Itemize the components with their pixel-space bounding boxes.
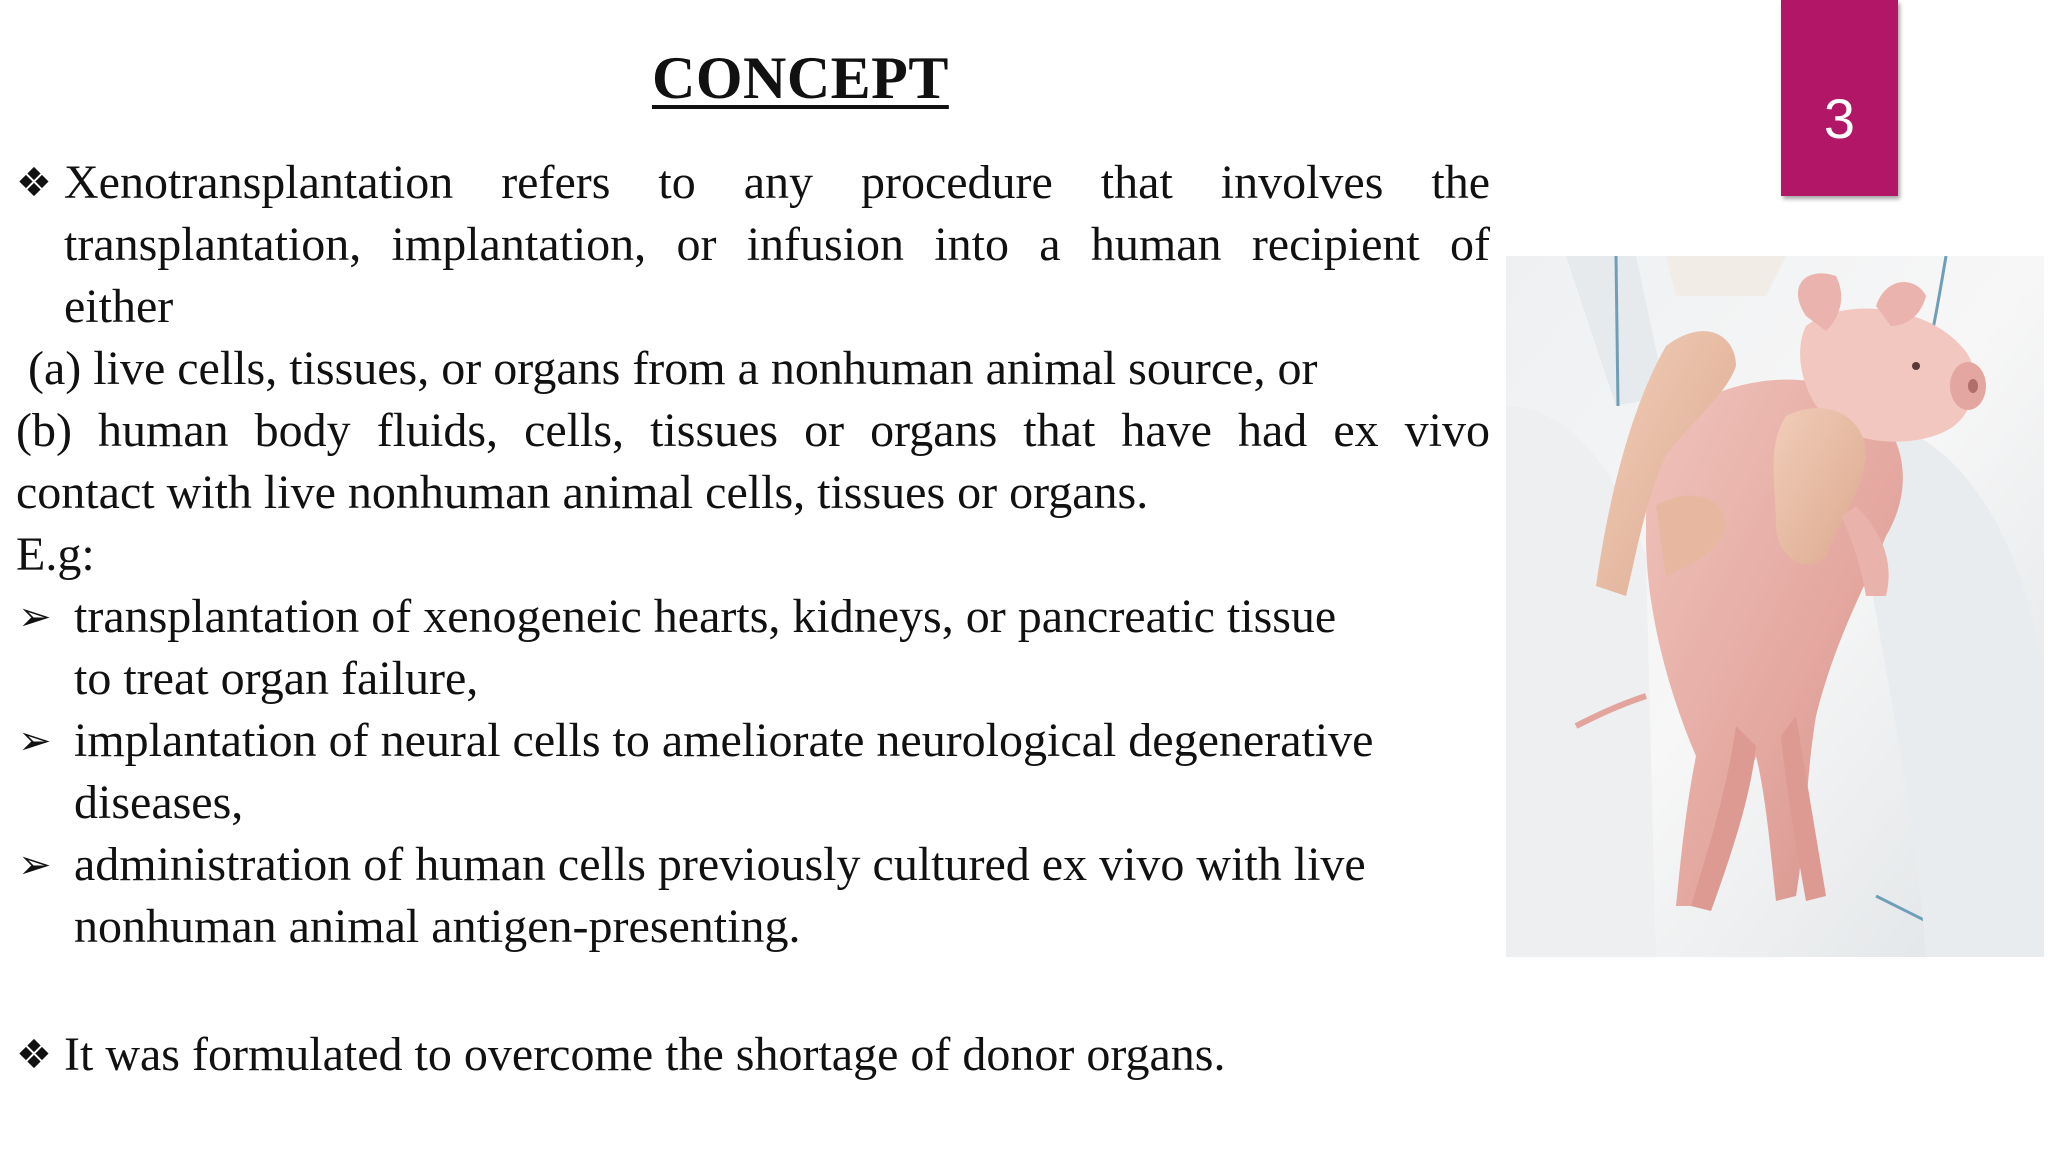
example-3-line-1: administration of human cells previously cultured ex vivo with live [74,838,1366,891]
eg-label: E.g: [16,528,95,581]
intro-line-2: transplantation, implantation, or infusion into a human recipient of [64,218,1490,271]
example-2-line-2: diseases, [74,776,244,829]
page-number: 3 [1823,87,1856,150]
four-diamond-bullet-icon: ❖ [16,1032,52,1078]
example-1-line-2: to treat organ failure, [74,652,479,705]
example-2-line-1: implantation of neural cells to ameliorate neurological degenerative [74,714,1374,767]
item-b-line-2: contact with live nonhuman animal cells, tissues or organs. [16,466,1149,519]
example-1-line-1: transplantation of xenogeneic hearts, kidneys, or pancreatic tissue [74,590,1337,643]
arrowhead-bullet-icon: ➢ [18,842,52,888]
closing-statement: It was formulated to overcome the shortage of donor organs. [64,1028,1226,1081]
four-diamond-bullet-icon: ❖ [16,160,52,206]
slide-title: CONCEPT [652,45,949,111]
item-b-line-1: (b) human body fluids, cells, tissues or organs that have had ex vivo [16,404,1490,457]
intro-line-1: Xenotransplantation refers to any procedure that involves the [64,156,1490,209]
arrowhead-bullet-icon: ➢ [18,594,52,640]
item-a: (a) live cells, tissues, or organs from a nonhuman animal source, or [28,342,1318,395]
example-3-line-2: nonhuman animal antigen-presenting. [74,900,801,953]
arrowhead-bullet-icon: ➢ [18,718,52,764]
page-number-badge [1781,0,1898,196]
piglet-photo [1506,256,2044,957]
intro-line-3: either [64,280,174,333]
